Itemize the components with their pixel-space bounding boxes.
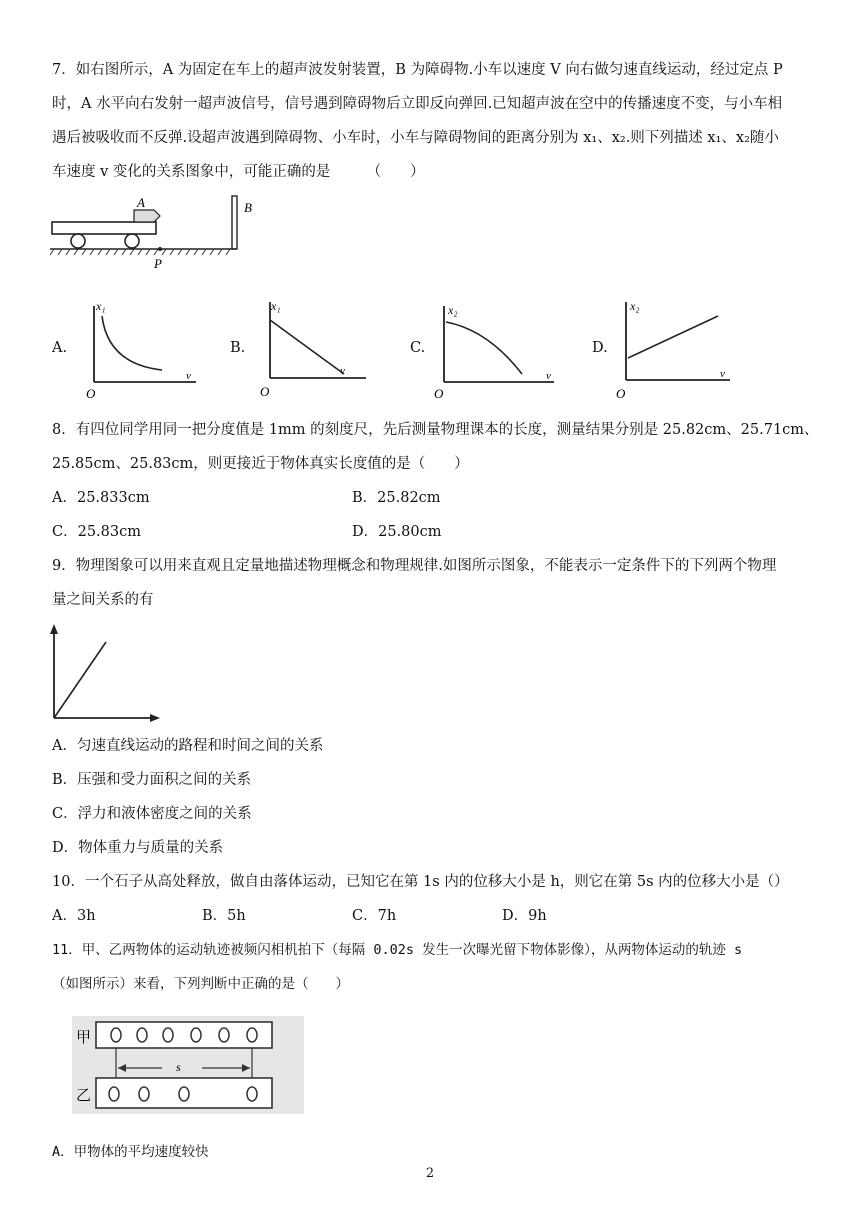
- q7-graph-b: [256, 296, 376, 400]
- q7-option-b-label: B.: [230, 340, 246, 356]
- q9-line-1: 9．物理图象可以用来直观且定量地描述物理概念和物理规律.如图所示图象，不能表示一定条件下的下列两个物理: [52, 558, 777, 574]
- label-s: s: [176, 1060, 181, 1074]
- graph-b-ylabel: x₁: [271, 299, 281, 313]
- q7-option-d-label: D.: [592, 340, 608, 356]
- q10-option-b: B．5h: [202, 908, 246, 924]
- q7-line-3: 遇后被吸收而不反弹.设超声波遇到障碍物、小车时，小车与障碍物间的距离分别为 x₁、x₂.则下列描述 x₁、x₂随小: [52, 130, 779, 146]
- q9-line-2: 量之间关系的有: [52, 592, 154, 608]
- q8-option-d: D．25.80cm: [352, 524, 442, 540]
- graph-c-origin: O: [434, 386, 444, 400]
- q9-option-c: C．浮力和液体密度之间的关系: [52, 806, 252, 822]
- q8-line-2: 25.85cm、25.83cm，则更接近于物体真实长度值的是（ ）: [52, 456, 469, 472]
- graph-c-ylabel: x₂: [448, 303, 458, 317]
- graph-a-ylabel: x₁: [96, 299, 106, 313]
- q7-line-4: 车速度 v 变化的关系图象中，可能正确的是 （ ）: [52, 164, 425, 180]
- q11-strobe-figure: [72, 1016, 304, 1114]
- q8-option-a: A．25.833cm: [52, 490, 150, 506]
- q7-option-a-label: A.: [52, 340, 68, 356]
- q10-option-a: A．3h: [52, 908, 96, 924]
- q11-line-2: （如图所示）来看，下列判断中正确的是（ ）: [52, 976, 349, 992]
- q8-line-1: 8．有四位同学用同一把分度值是 1mm 的刻度尺，先后测量物理课本的长度，测量结果分别是 25.82cm、25.71cm、: [52, 422, 819, 438]
- label-a: A: [137, 195, 145, 210]
- q9-linear-graph: [44, 620, 164, 724]
- graph-a-xlabel: v: [186, 370, 191, 382]
- page-number: 2: [425, 1166, 435, 1181]
- q10-option-c: C．7h: [352, 908, 397, 924]
- q7-option-c-label: C.: [410, 340, 426, 356]
- q7-car-figure: [50, 192, 270, 274]
- q11-line-1: 11．甲、乙两物体的运动轨迹被频闪相机拍下（每隔 0.02s 发生一次曝光留下物体影像），从两物体运动的轨迹 s: [52, 942, 743, 958]
- q11-option-a: A．甲物体的平均速度较快: [52, 1144, 209, 1160]
- q10-line: 10．一个石子从高处释放，做自由落体运动，已知它在第 1s 内的位移大小是 h，则它在第 5s 内的位移大小是（）: [52, 874, 789, 890]
- graph-d-origin: O: [616, 386, 626, 400]
- q7-graph-d: [610, 294, 740, 400]
- q7-line-1: 7．如右图所示，A 为固定在车上的超声波发射装置，B 为障碍物.小车以速度 V 向右做匀速直线运动，经过定点 P: [52, 62, 783, 78]
- q8-option-b: B．25.82cm: [352, 490, 441, 506]
- graph-d-ylabel: x₂: [630, 299, 640, 313]
- label-p: P: [154, 256, 162, 271]
- graph-a-origin: O: [86, 386, 96, 400]
- q9-option-a: A．匀速直线运动的路程和时间之间的关系: [52, 738, 324, 754]
- graph-d-xlabel: v: [720, 368, 725, 380]
- label-yi: 乙: [76, 1088, 92, 1104]
- q10-option-d: D．9h: [502, 908, 547, 924]
- q7-line-2: 时，A 水平向右发射一超声波信号，信号遇到障碍物后立即反向弹回.已知超声波在空中的传播速度不变，与小车相: [52, 96, 783, 112]
- graph-b-origin: O: [260, 384, 270, 399]
- label-jia: 甲: [76, 1030, 92, 1046]
- graph-b-xlabel: v: [340, 365, 345, 377]
- label-b: B: [244, 200, 252, 215]
- q9-option-d: D．物体重力与质量的关系: [52, 840, 224, 856]
- graph-c-xlabel: v: [546, 370, 551, 382]
- q7-graph-c: [428, 296, 558, 400]
- q9-option-b: B．压强和受力面积之间的关系: [52, 772, 252, 788]
- q7-graph-a: [80, 296, 200, 400]
- q8-option-c: C．25.83cm: [52, 524, 141, 540]
